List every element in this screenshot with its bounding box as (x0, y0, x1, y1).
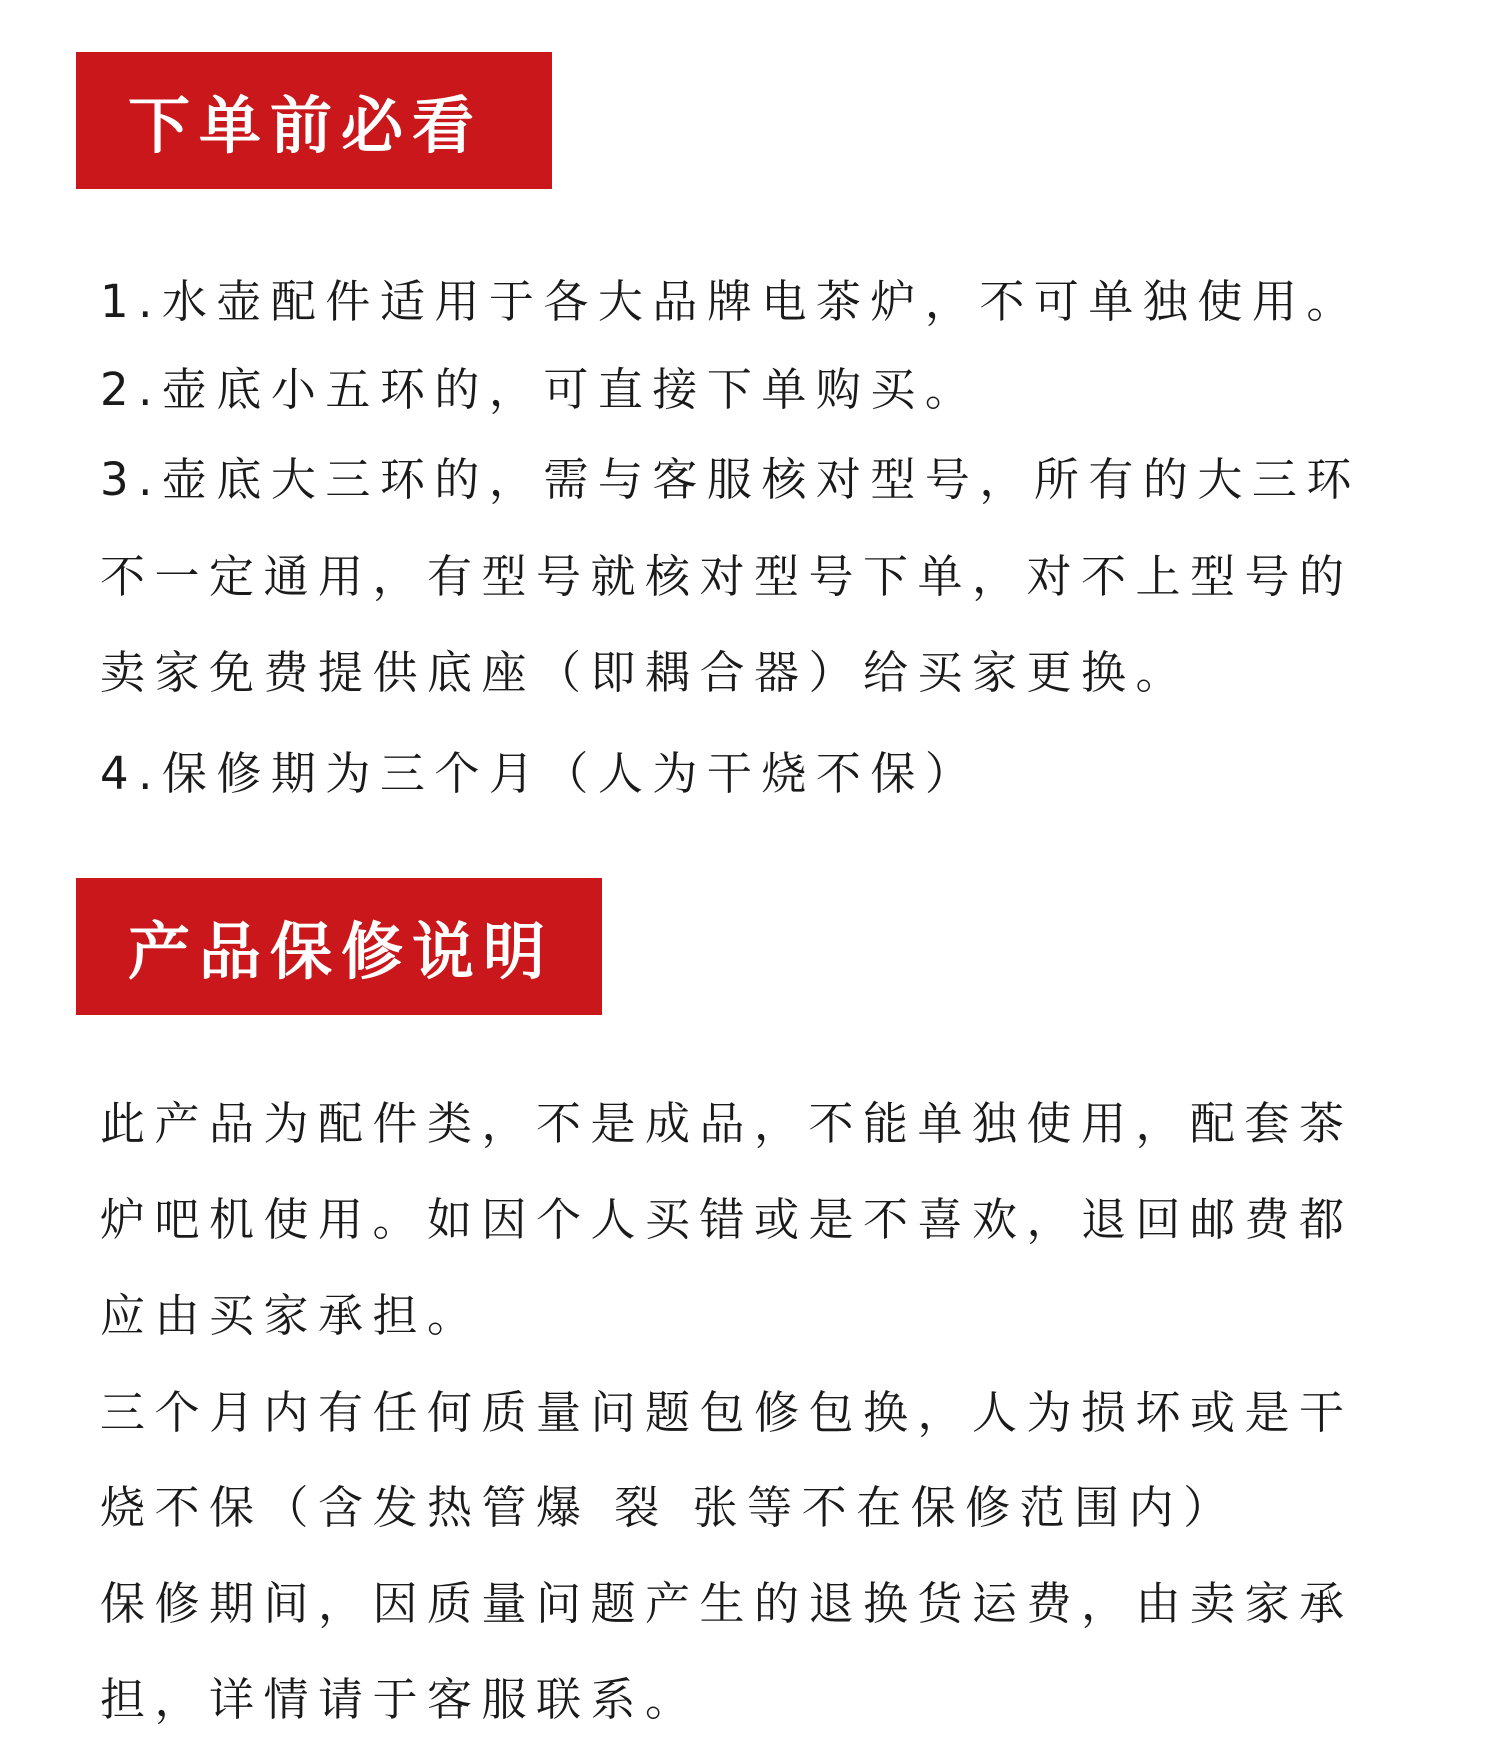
warranty-line-7: 担，详情请于客服联系。 (100, 1673, 700, 1726)
warranty-line-6: 保修期间，因质量问题产生的退换货运费，由卖家承 (100, 1577, 1354, 1630)
section-header-warranty: 产品保修说明 (76, 878, 602, 1015)
notice-line-5: 卖家免费提供底座（即耦合器）给买家更换。 (100, 646, 1191, 699)
warranty-line-1: 此产品为配件类，不是成品，不能单独使用，配套茶 (100, 1097, 1354, 1150)
warranty-line-5: 烧不保（含发热管爆 裂 张等不在保修范围内） (100, 1481, 1238, 1534)
notice-line-1: 1.水壶配件适用于各大品牌电茶炉，不可单独使用。 (100, 275, 1361, 328)
warranty-line-2: 炉吧机使用。如因个人买错或是不喜欢，退回邮费都 (100, 1193, 1354, 1246)
warranty-line-4: 三个月内有任何质量问题包修包换，人为损坏或是干 (100, 1386, 1354, 1439)
warranty-line-3: 应由买家承担。 (100, 1289, 482, 1342)
notice-line-4: 不一定通用，有型号就核对型号下单，对不上型号的 (100, 550, 1354, 603)
notice-line-3: 3.壶底大三环的，需与客服核对型号，所有的大三环 (100, 453, 1361, 506)
section-header-before-order: 下单前必看 (76, 52, 552, 189)
notice-line-6: 4.保修期为三个月（人为干烧不保） (100, 747, 980, 800)
notice-line-2: 2.壶底小五环的，可直接下单购买。 (100, 363, 980, 416)
